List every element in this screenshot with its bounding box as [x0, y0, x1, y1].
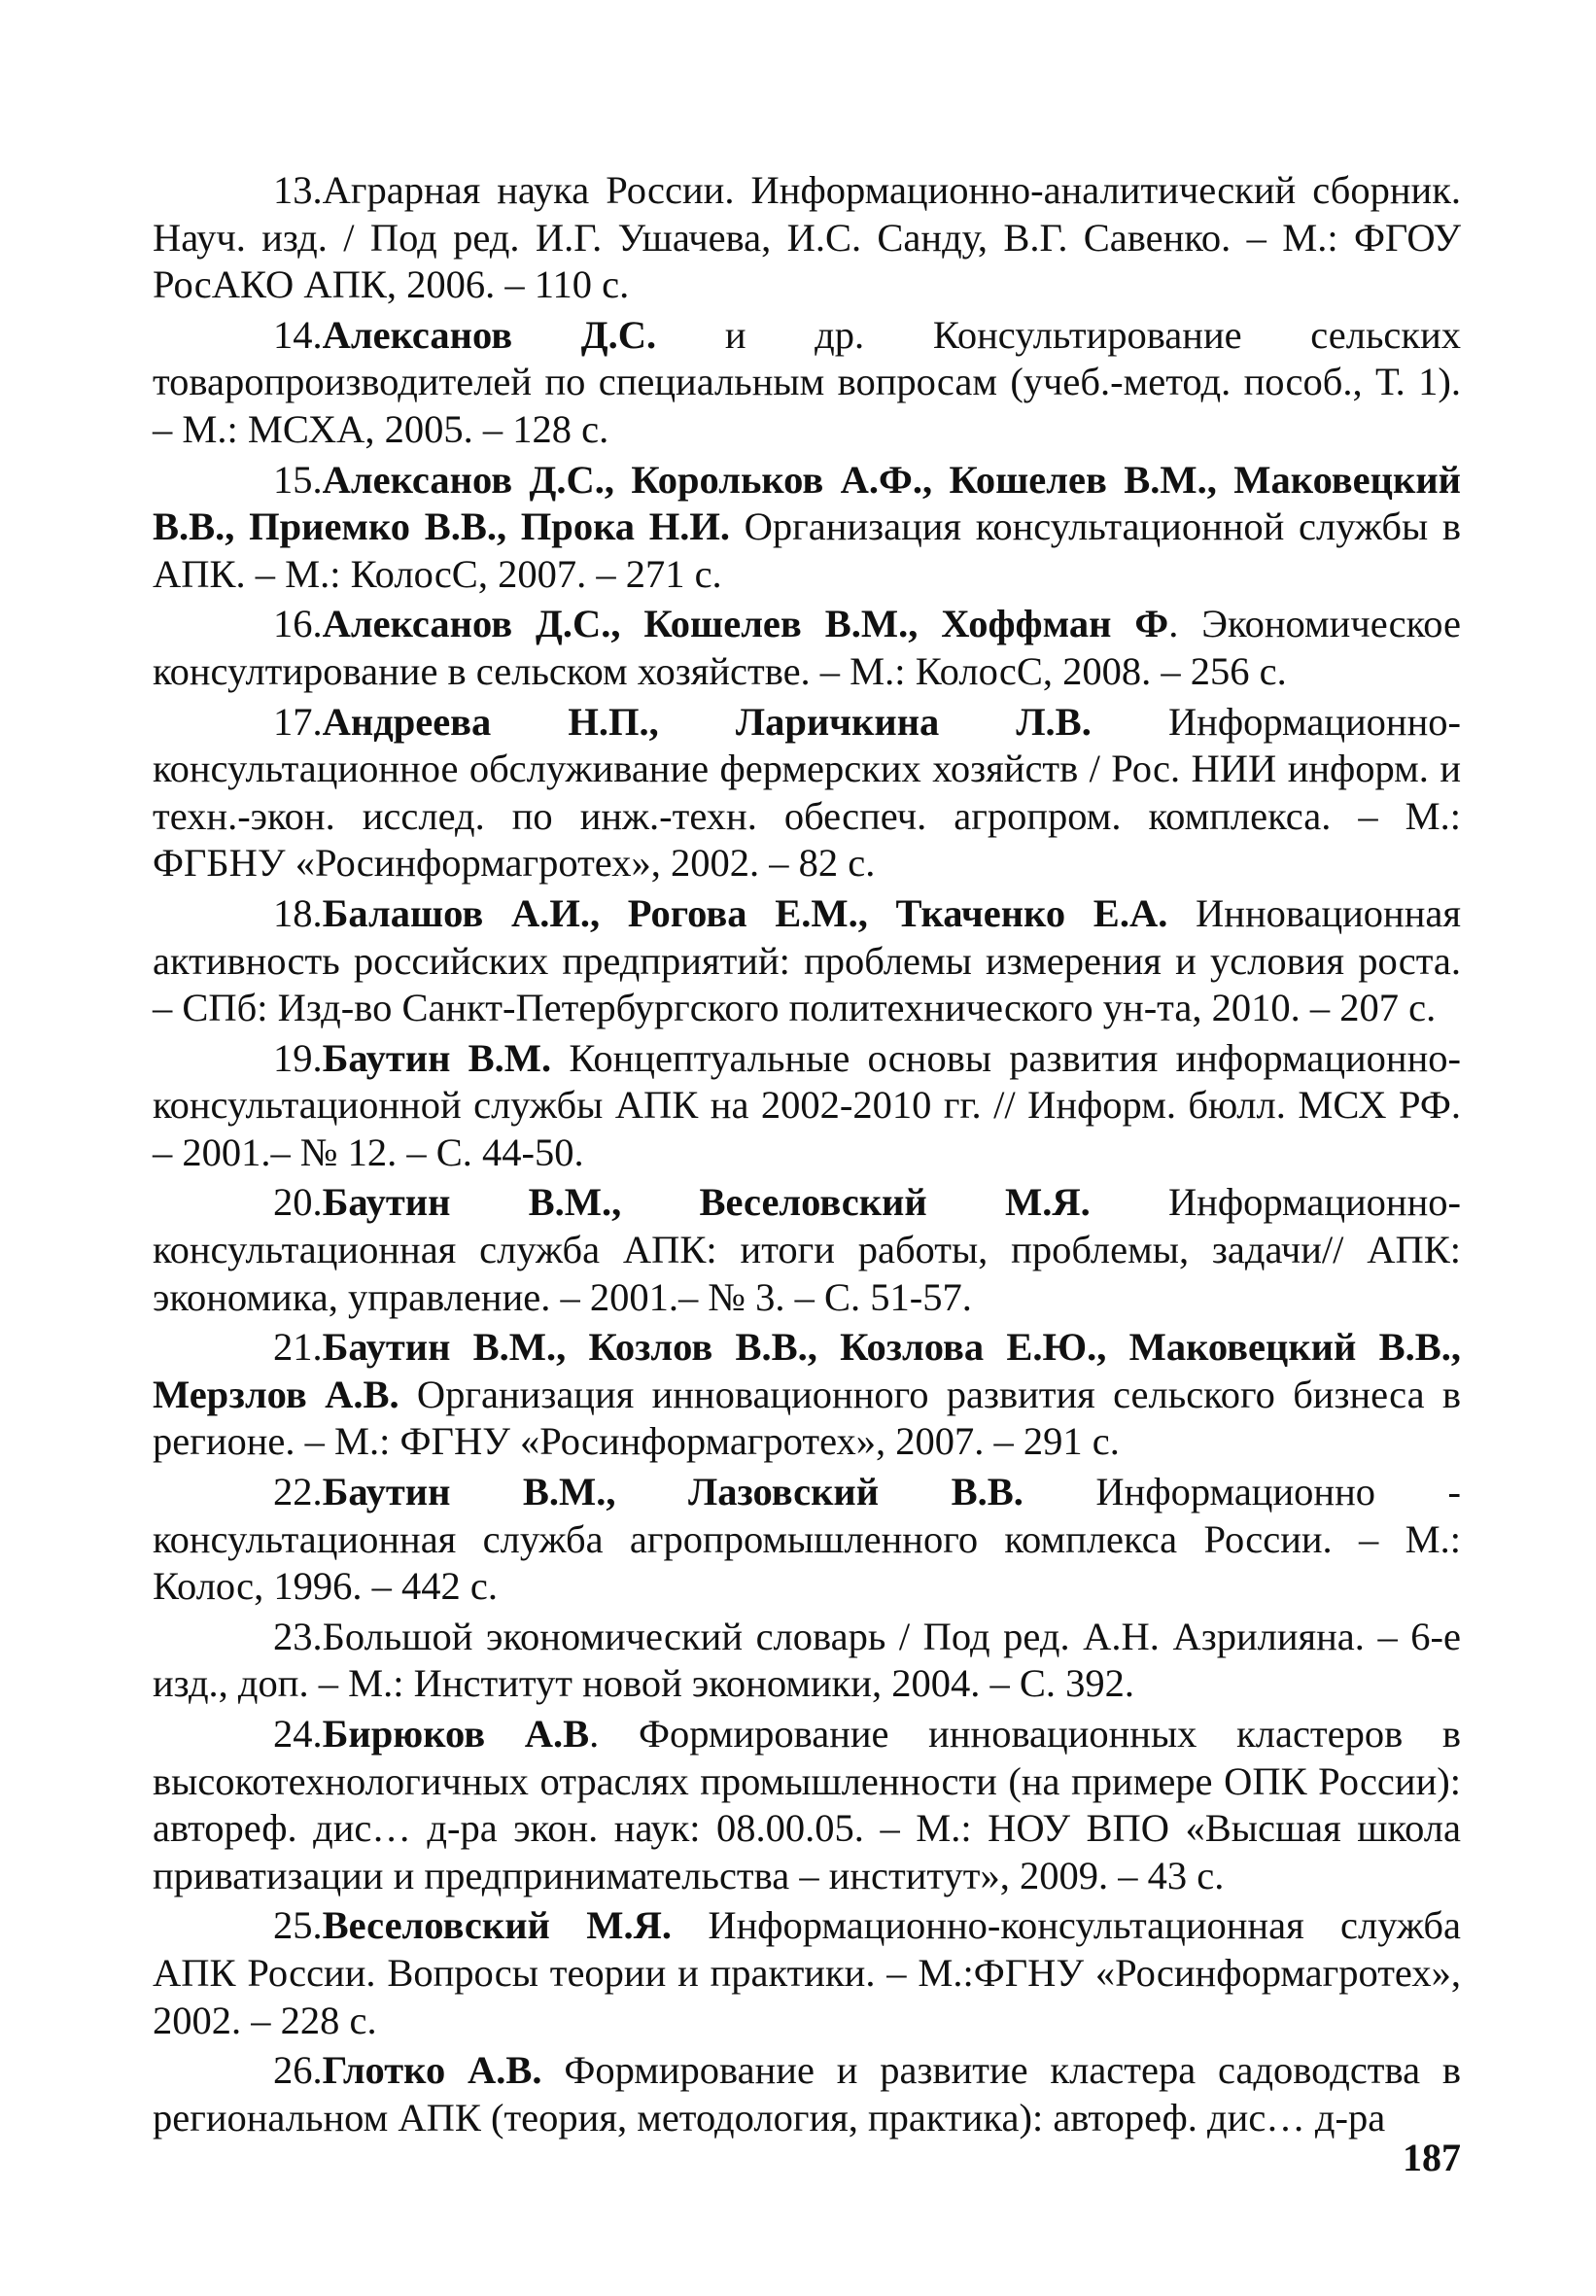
reference-author: Бирюков А.В — [322, 1712, 590, 1756]
reference-entry — [153, 167, 1461, 309]
reference-author: Баутин В.М., Веселовский М.Я. — [322, 1180, 1091, 1225]
reference-number: 19. — [273, 1035, 323, 1080]
reference-entry — [153, 1035, 1461, 1177]
reference-text: Инновационная активность российских предприятий: проблемы измерения и условия роста. – СПб: Изд-во Санкт-Петербургского политехнического ун-та, 2010. – 207 с. — [153, 890, 1461, 1030]
reference-number: 18. — [273, 890, 323, 935]
reference-text: . Экономическое консултирование в сельском хозяйстве. – М.: КолосС, 2008. – 256 с. — [153, 602, 1462, 693]
reference-number: 24. — [273, 1712, 323, 1756]
reference-number: 16. — [273, 602, 323, 646]
reference-text: и др. Консультирование сельских товаропроизводителей по специальным вопросам (учеб.-метод. пособ., Т. 1). – М.: МСХА, 2005. – 128 с. — [153, 312, 1461, 451]
reference-author: Алексанов Д.С., Кошелев В.М., Хоффман Ф — [322, 602, 1169, 646]
reference-entry — [153, 890, 1461, 1032]
reference-number: 21. — [273, 1325, 323, 1370]
reference-text: . Формирование инновационных кластеров в высокотехнологичных отраслях промышленности (на примере ОПК России): автореф. дис… д-ра экон. наук: 08.00.05. – М.: НОУ ВПО «Высшая школа приватизации и предпринимательства – институт», 2009. – 43 с. — [153, 1712, 1461, 1897]
reference-entry — [153, 312, 1461, 454]
reference-number: 15. — [273, 457, 323, 502]
reference-entry — [153, 457, 1461, 599]
reference-author: Алексанов Д.С. — [322, 312, 657, 357]
reference-entry — [153, 1614, 1461, 1708]
reference-text: Информационно-консультационное обслуживание фермерских хозяйств / Рос. НИИ информ. и техн.-экон. исслед. по инж.-техн. обеспеч. агропром. комплекса. – М.: ФГБНУ «Росинформагротех», 2002. – 82 с. — [153, 699, 1461, 886]
reference-author: Веселовский М.Я. — [322, 1903, 672, 1948]
reference-author: Глотко А.В. — [322, 2048, 542, 2093]
reference-number: 23. — [273, 1614, 323, 1658]
reference-entry — [153, 1469, 1461, 1611]
reference-author: Балашов А.И., Рогова Е.М., Ткаченко Е.А. — [322, 890, 1168, 935]
reference-entry — [153, 2047, 1461, 2141]
reference-author: Баутин В.М., Лазовский В.В. — [322, 1470, 1024, 1514]
reference-entry — [153, 601, 1461, 695]
reference-entry — [153, 1711, 1461, 1899]
reference-text: Информационно-консультационная служба АПК России. Вопросы теории и практики. – М.:ФГНУ «Росинформагротех», 2002. – 228 с. — [153, 1903, 1461, 2042]
reference-text: Аграрная наука России. Информационно-аналитический сборник. Науч. изд. / Под ред. И.Г. Ушачева, И.С. Санду, В.Г. Савенко. – М.: ФГОУ РосАКО АПК, 2006. – 110 с. — [153, 168, 1461, 307]
reference-number: 13. — [273, 168, 323, 212]
reference-text: Информационно - консультационная служба агропромышленного комплекса России. – М.: Колос, 1996. – 442 с. — [153, 1470, 1461, 1609]
reference-entry — [153, 1902, 1461, 2044]
reference-entry — [153, 699, 1461, 887]
reference-number: 25. — [273, 1903, 323, 1948]
reference-entry — [153, 1179, 1461, 1321]
reference-text: Информационно-консультационная служба АПК: итоги работы, проблемы, задачи// АПК: экономика, управление. – 2001.– № 3. – С. 51-57. — [153, 1180, 1461, 1319]
reference-number: 22. — [273, 1470, 323, 1514]
reference-text: Большой экономический словарь / Под ред. А.Н. Азрилияна. – 6-е изд., доп. – М.: Институт новой экономики, 2004. – С. 392. — [153, 1614, 1461, 1706]
reference-author: Алексанов Д.С., Корольков А.Ф., Кошелев В.М., Маковецкий В.В., Приемко В.В., Прока Н.И. — [153, 457, 1461, 549]
reference-list — [153, 167, 1461, 2144]
reference-number: 17. — [273, 699, 323, 744]
reference-author: Баутин В.М. — [322, 1035, 552, 1080]
reference-text: Концептуальные основы развития информационно-консультационной службы АПК на 2002-2010 гг. // Информ. бюлл. МСХ РФ. – 2001.– № 12. – С. 44-50. — [153, 1035, 1461, 1174]
reference-author: Баутин В.М., Козлов В.В., Козлова Е.Ю., Маковецкий В.В., Мерзлов А.В. — [153, 1325, 1461, 1416]
reference-author: Андреева Н.П., Ларичкина Л.В. — [322, 699, 1092, 744]
reference-text: Организация инновационного развития сельского бизнеса в регионе. – М.: ФГНУ «Росинформагротех», 2007. – 291 с. — [153, 1372, 1461, 1464]
reference-entry — [153, 1324, 1461, 1466]
reference-number: 14. — [273, 312, 323, 357]
reference-number: 26. — [273, 2048, 323, 2093]
reference-text: Организация консультационной службы в АПК. – М.: КолосС, 2007. – 271 с. — [153, 504, 1461, 596]
page-number: 187 — [1403, 2136, 1461, 2179]
reference-number: 20. — [273, 1180, 323, 1225]
reference-text: Формирование и развитие кластера садоводства в региональном АПК (теория, методология, практика): автореф. дис… д-ра — [153, 2048, 1462, 2139]
